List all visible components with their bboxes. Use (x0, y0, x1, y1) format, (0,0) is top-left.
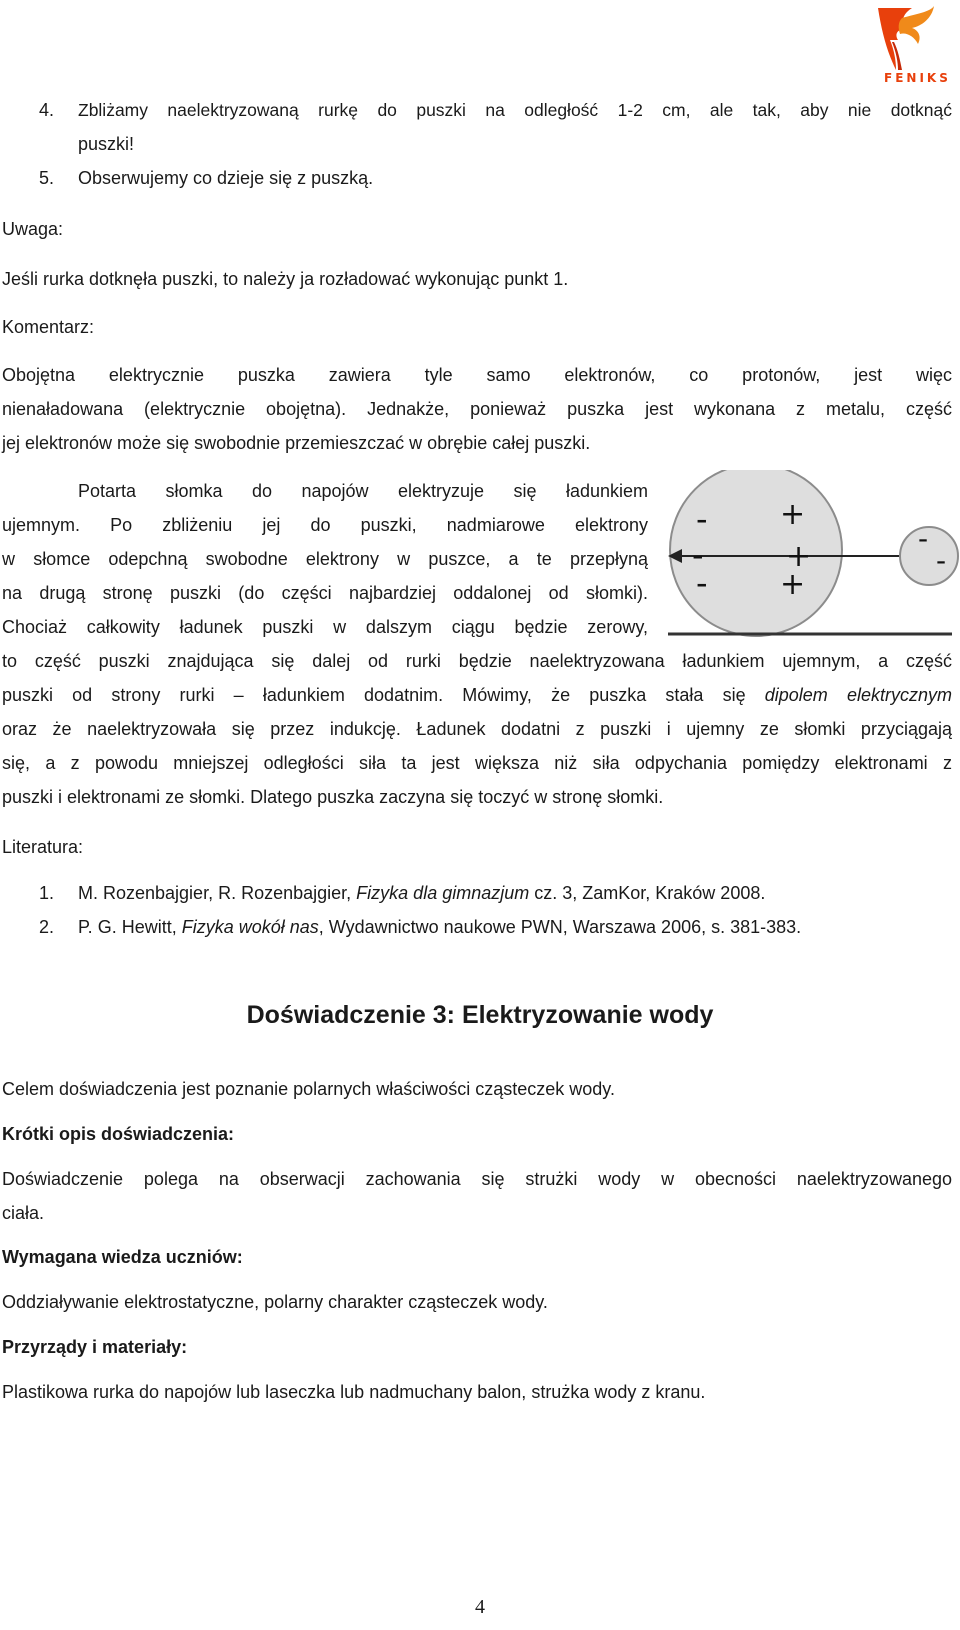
straw-minus-top: - (918, 522, 929, 555)
komentarz-p2-line10: puszki i elektronami ze słomki. Dlatego puszka zaczyna się toczyć w stronę słomki. (2, 787, 664, 807)
komentarz-p2-line6: to część puszki znajdująca się dalej od rurki będzie naelektryzowana ładunkiem ujemnym, a część (2, 651, 952, 671)
literatura-item-2: P. G. Hewitt, Fizyka wokół nas, Wydawnictwo naukowe PWN, Warszawa 2006, s. 381-383. (78, 917, 802, 937)
step-4-line2: puszki! (78, 134, 135, 154)
can-minus-middle: - (692, 536, 704, 574)
literatura-item-2-number: 2. (39, 917, 55, 937)
can-plus-bottom: + (780, 567, 806, 602)
komentarz-p2-line7: puszki od strony rurki – ładunkiem dodatnim. Mówimy, że puszka stała się dipolem elektrycznym (2, 685, 952, 705)
komentarz-p2-line4: na drugą stronę puszki (do części najbardziej oddalonej od słomki). (2, 583, 648, 603)
step-4-number: 4. (39, 100, 55, 120)
experiment-goal: Celem doświadczenia jest poznanie polarnych właściwości cząsteczek wody. (2, 1079, 615, 1099)
komentarz-p2-line3: w słomce odepchną swobodne elektrony w puszce, a te przepłyną (2, 549, 648, 569)
step-4-line1: Zbliżamy naelektryzowaną rurkę do puszki na odległość 1-2 cm, ale tak, aby nie dotknąć (78, 100, 952, 120)
straw-circle (900, 527, 958, 585)
dipole-term: dipolem elektrycznym (764, 685, 952, 705)
feniks-logo (872, 4, 952, 90)
knowledge-heading: Wymagana wiedza uczniów: (2, 1247, 243, 1267)
uwaga-heading: Uwaga: (2, 219, 64, 239)
literatura-item-1-number: 1. (39, 883, 55, 903)
can-minus-top: - (696, 500, 708, 538)
straw-minus-right: - (936, 544, 947, 577)
can-plus-middle: + (786, 539, 812, 574)
uwaga-text: Jeśli rurka dotknęła puszki, to należy ja rozładować wykonując punkt 1. (2, 269, 569, 289)
komentarz-p2-line5: Chociaż całkowity ładunek puszki w dalszym ciągu będzie zerowy, (2, 617, 648, 637)
literatura-heading: Literatura: (2, 837, 84, 857)
komentarz-p1-line2: nienaładowana (elektrycznie obojętna). Jednakże, ponieważ puszka jest wykonana z metalu, część (2, 399, 952, 419)
komentarz-p1-line1: Obojętna elektrycznie puszka zawiera tyle samo elektronów, co protonów, jest więc (2, 365, 952, 385)
can-plus-top: + (780, 497, 806, 532)
step-5-text: Obserwujemy co dzieje się z puszką. (78, 168, 374, 188)
description-line2: ciała. (2, 1203, 45, 1223)
can-minus-bottom: - (696, 564, 708, 602)
materials-text: Plastikowa rurka do napojów lub laseczka lub nadmuchany balon, strużka wody z kranu. (2, 1382, 706, 1402)
experiment-title: Doświadczenie 3: Elektryzowanie wody (246, 1001, 714, 1029)
komentarz-p1-line3: jej elektronów może się swobodnie przemieszczać w obrębie całej puszki. (2, 433, 591, 453)
literatura-item-1: M. Rozenbajgier, R. Rozenbajgier, Fizyka dla gimnazjum cz. 3, ZamKor, Kraków 2008. (78, 883, 766, 903)
komentarz-p2-line1: Potarta słomka do napojów elektryzuje się ładunkiem (78, 481, 648, 501)
komentarz-heading: Komentarz: (2, 317, 95, 337)
induction-diagram (668, 470, 960, 640)
description-line1: Doświadczenie polega na obserwacji zachowania się strużki wody w obecności naelektryzowanego (2, 1169, 952, 1189)
komentarz-p2-line9: się, a z powodu mniejszej odległości siła ta jest większa niż siła odpychania pomiędzy elektronami z (2, 753, 952, 773)
page-number: 4 (475, 1596, 485, 1618)
komentarz-p2-line8: oraz że naelektryzowała się przez indukcję. Ładunek dodatni z puszki i ujemny ze słomki przyciągają (2, 719, 952, 739)
komentarz-p2-line2: ujemnym. Po zbliżeniu jej do puszki, nadmiarowe elektrony (2, 515, 648, 535)
logo-text: FENIKS (884, 71, 951, 85)
step-5-number: 5. (39, 168, 55, 188)
materials-heading: Przyrządy i materiały: (2, 1337, 188, 1357)
description-heading: Krótki opis doświadczenia: (2, 1124, 235, 1144)
knowledge-text: Oddziaływanie elektrostatyczne, polarny charakter cząsteczek wody. (2, 1292, 548, 1312)
